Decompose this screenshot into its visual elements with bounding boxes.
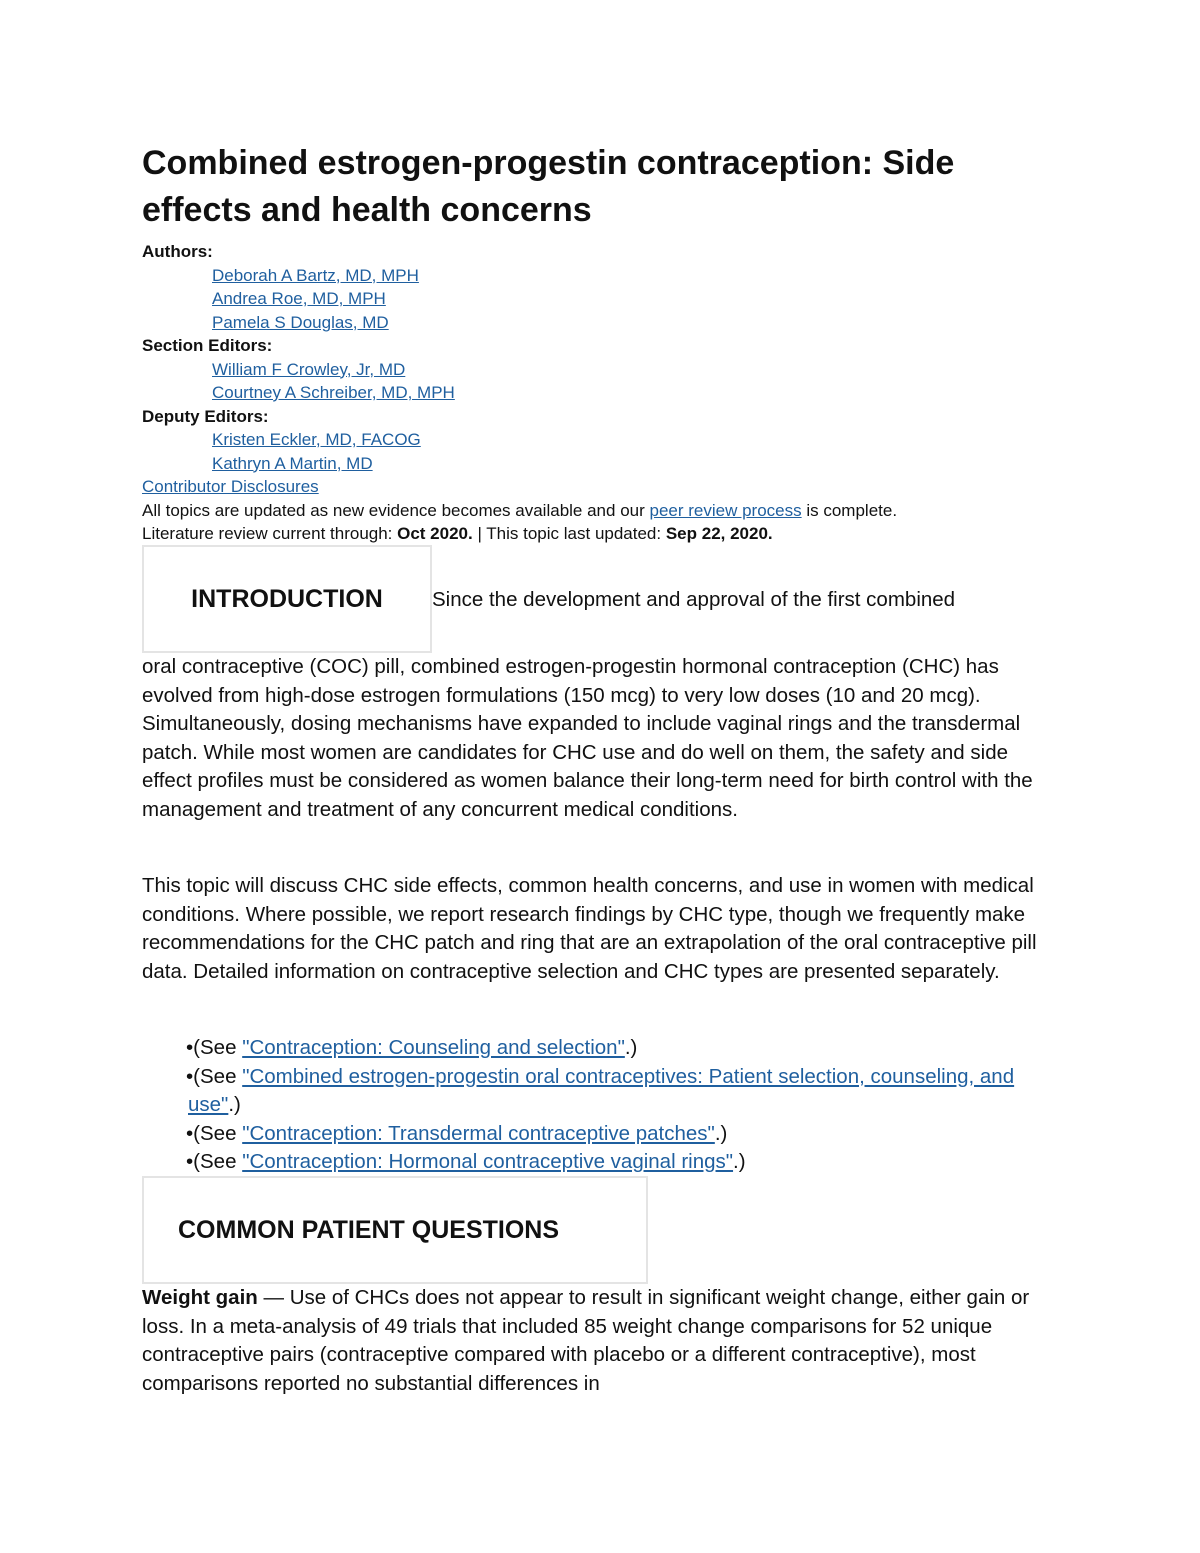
author-link[interactable]: Deborah A Bartz, MD, MPH (212, 265, 419, 285)
see-reference-link[interactable]: "Contraception: Hormonal contraceptive vaginal rings" (242, 1150, 734, 1173)
review-dates: Literature review current through: Oct 2020. | This topic last updated: Sep 22, 2020. (142, 524, 773, 543)
author-link[interactable]: Andrea Roe, MD, MPH (212, 289, 386, 308)
author-link[interactable]: Pamela S Douglas, MD (212, 312, 389, 332)
list-item: •(See "Contraception: Counseling and selection".) (186, 1036, 638, 1059)
intro-paragraph-2: This topic will discuss CHC side effects, common health concerns, and use in women with medical conditions. Where possible, we report research findings by CHC type, though we frequently make recommendations for the CHC patch and ring that are an extrapolation of the oral contraceptive pill data. Detailed information on contraceptive selection and CHC types are presented separately. (142, 874, 1037, 983)
contributor-disclosures-link[interactable]: Contributor Disclosures (142, 477, 319, 496)
see-reference-link[interactable]: "Combined estrogen-progestin oral contraceptives: Patient selection, counseling, and use" (188, 1064, 1015, 1116)
intro-first-line: Since the development and approval of the first combined (432, 588, 956, 611)
page-title: Combined estrogen-progestin contraception: Side effects and health concerns (142, 144, 955, 229)
weight-gain-label: Weight gain (142, 1286, 258, 1309)
section-editor-link[interactable]: Courtney A Schreiber, MD, MPH (212, 383, 455, 402)
common-patient-questions-heading: COMMON PATIENT QUESTIONS (142, 1176, 648, 1284)
peer-review-link[interactable]: peer review process (649, 500, 802, 520)
weight-gain-paragraph: Weight gain — Use of CHCs does not appear to result in significant weight change, either gain or loss. In a meta-analysis of 49 trials that included 85 weight change comparisons for 52 unique contraceptive pairs (contraceptive compared with placebo or a different contraceptive), most comparisons reported no substantial differences in (142, 1286, 1030, 1395)
list-item: •(See "Contraception: Transdermal contraceptive patches".) (186, 1121, 728, 1145)
last-updated-date: Sep 22, 2020. (665, 524, 773, 543)
see-also-list (142, 1034, 1042, 1177)
lit-review-date: Oct 2020. (397, 524, 473, 543)
see-reference-link[interactable]: "Contraception: Transdermal contraceptive patches" (242, 1121, 715, 1145)
update-notice: All topics are updated as new evidence becomes available and our peer review process is complete. (142, 500, 898, 520)
list-item: •(See "Contraception: Hormonal contraceptive vaginal rings".) (186, 1150, 746, 1173)
authors-label: Authors: (142, 242, 213, 261)
section-editor-link[interactable]: William F Crowley, Jr, MD (212, 359, 406, 379)
section-editors-label: Section Editors: (142, 336, 273, 355)
deputy-editors-label: Deputy Editors: (142, 406, 269, 426)
see-reference-link[interactable]: "Contraception: Counseling and selection" (242, 1036, 625, 1059)
intro-paragraph-1: oral contraceptive (COC) pill, combined estrogen-progestin hormonal contraception (CHC) has evolved from high-dose estrogen formulations (150 mcg) to very low doses (10 and 20 mcg). Simultaneously, dosing mechanisms have expanded to include vaginal rings and the transdermal patch. While most women are candidates for CHC use and do well on them, the safety and side effect profiles must be considered as women balance their long-term need for birth control with the management and treatment of any concurrent medical conditions. (142, 655, 1033, 821)
article-metadata (142, 240, 1062, 546)
introduction-heading: INTRODUCTION (142, 545, 432, 653)
deputy-editor-link[interactable]: Kathryn A Martin, MD (212, 453, 373, 473)
list-item: •(See "Combined estrogen-progestin oral contraceptives: Patient selection, counseling, and use".) (186, 1064, 1015, 1116)
deputy-editor-link[interactable]: Kristen Eckler, MD, FACOG (212, 430, 421, 449)
